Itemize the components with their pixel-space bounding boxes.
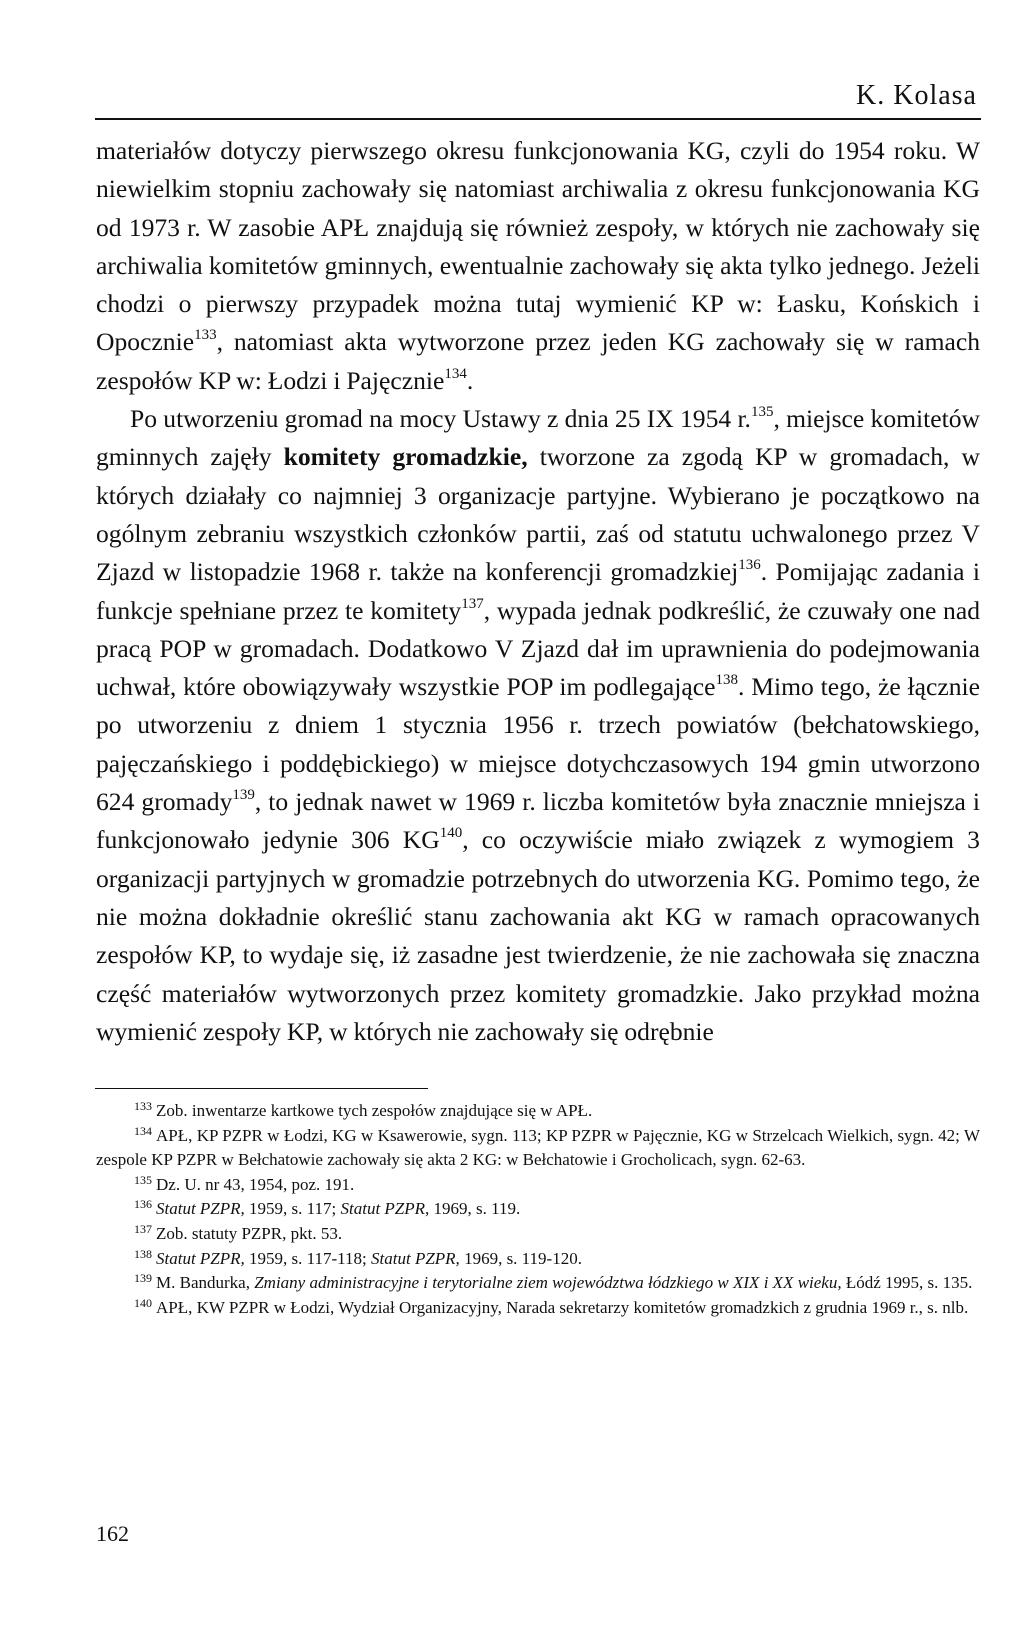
footnote-ref-133: 133 <box>194 327 217 344</box>
footnote-133 <box>96 1099 980 1124</box>
footnote-number: 138 <box>134 1246 152 1261</box>
body-text <box>96 132 980 1051</box>
footnote-text: 1969, s. 119-120. <box>459 1248 582 1268</box>
footnote-ref-140: 140 <box>439 825 463 842</box>
footnote-ref-134: 134 <box>444 365 467 382</box>
footnote-number: 134 <box>134 1123 152 1138</box>
footnote-text: APŁ, KP PZPR w Łodzi, KG w Ksawerowie, sygn. 113; KP PZPR w Pajęcznie, KG w Strzelcach Wielkich, sygn. 42; W zespole KP PZPR w Bełchatowie zachowały się akta 2 KG: w Bełchatowie i Grocholicach, sygn. 62-63. <box>96 1125 980 1170</box>
footnote-ref-138: 138 <box>715 672 738 689</box>
footnote-ref-137: 137 <box>461 595 484 612</box>
footnote-number: 137 <box>134 1221 152 1236</box>
footnote-author: M. Bandurka, <box>156 1273 250 1293</box>
footnote-title: Statut PZPR, <box>156 1199 245 1219</box>
footnote-title: Statut PZPR, <box>371 1248 460 1268</box>
text-run: Po utworzeniu gromad na mocy Ustawy z dnia 25 IX 1954 r. <box>130 404 751 434</box>
footnote-134 <box>96 1124 980 1173</box>
footnote-text: Zob. statuty PZPR, pkt. 53. <box>156 1223 343 1243</box>
paragraph-2 <box>96 400 980 1051</box>
bold-term: komitety gromadzkie, <box>283 442 528 472</box>
footnote-ref-139: 139 <box>232 787 255 804</box>
footnote-title: Statut PZPR, <box>340 1199 430 1219</box>
running-header-author: K. Kolasa <box>856 80 977 111</box>
footnote-number: 136 <box>134 1197 152 1212</box>
text-run: materiałów dotyczy pierwszego okresu funkcjonowania KG, czyli do 1954 roku. W niewielkim stopniu zachowały się natomiast archiwalia z okresu funkcjonowania KG od 1973 r. W zasobie APŁ znajdują się również zespoły, w których nie zachowały się archiwalia komitetów gminnych, ewentualnie zachowały się akta tylko jednego. Jeżeli chodzi o pierwszy przypadek można tutaj wymienić KP w: Łasku, Końskich i Opocznie <box>96 136 980 357</box>
text-run: . <box>466 365 474 395</box>
paragraph-1 <box>96 132 980 400</box>
footnote-ref-135: 135 <box>750 404 774 421</box>
footnote-number: 133 <box>134 1099 152 1113</box>
footnote-137 <box>96 1222 980 1247</box>
footnote-136 <box>96 1197 980 1222</box>
footnote-ref-136: 136 <box>738 557 761 574</box>
text-run: , wypada jednak podkreślić, że czuwały one nad pracą POP w gromadach. Dodatkowo V Zjazd dał im uprawnienia do podejmowania uchwał, które obowiązywały wszystkie POP im podlegające <box>96 595 980 702</box>
footnote-text: 1969, s. 119. <box>429 1199 521 1219</box>
page-number: 162 <box>96 1521 129 1546</box>
text-run: tworzone za zgodą KP w gromadach, w których działały co najmniej 3 organizacje partyjne. Wybierano je początkowo na ogólnym zebraniu wszystkich członków partii, zaś od statutu uchwalonego przez V Zjazd w listopadzie 1968 r. także na konferencji gromadzkiej <box>96 442 980 587</box>
text-run: , miejsce komitetów gminnych zajęły <box>96 404 980 472</box>
footnote-text: Łódź 1995, s. 135. <box>841 1273 973 1293</box>
footnote-number: 135 <box>134 1172 152 1187</box>
footnote-text: 1959, s. 117; <box>244 1199 341 1219</box>
footnote-text: APŁ, KW PZPR w Łodzi, Wydział Organizacyjny, Narada sekretarzy komitetów gromadzkich z grudnia 1969 r., s. nlb. <box>156 1297 969 1317</box>
text-run: . Mimo tego, że łącznie po utworzeniu z dniem 1 stycznia 1956 r. trzech powiatów (bełchatowskiego, pajęczańskiego i poddębickiego) w miejsce dotychczasowych 194 gmin utworzono 624 gromady <box>96 672 980 817</box>
footnote-text: 1959, s. 117-118; <box>244 1248 372 1268</box>
footnote-138 <box>96 1247 980 1272</box>
header-rule <box>95 118 981 120</box>
footnote-rule <box>95 1088 428 1089</box>
text-run: , to jednak nawet w 1969 r. liczba komitetów była znacznie mniejsza i funkcjonowało jedynie 306 KG <box>96 787 981 855</box>
footnote-number: 139 <box>134 1271 152 1286</box>
footnote-140 <box>96 1296 980 1321</box>
footnote-text: Zob. inwentarze kartkowe tych zespołów znajdujące się w APŁ. <box>156 1101 593 1120</box>
footnote-135 <box>96 1173 980 1198</box>
footnote-text: Dz. U. nr 43, 1954, poz. 191. <box>156 1174 355 1194</box>
footnotes <box>96 1099 980 1320</box>
footnote-title: Statut PZPR, <box>156 1248 245 1268</box>
text-run: , co oczywiście miało związek z wymogiem 3 organizacji partyjnych w gromadzie potrzebnych do utworzenia KG. Pomimo tego, że nie można dokładnie określić stanu zachowania akt KG w ramach opracowanych zespołów KP, to wydaje się, iż zasadne jest twierdzenie, że nie zachowała się znaczna część materiałów wytworzonych przez komitety gromadzkie. Jako przykład można wymienić zespoły KP, w których nie zachowały się odrębnie <box>96 825 980 1046</box>
footnote-139 <box>96 1271 980 1296</box>
text-run: , natomiast akta wytworzone przez jeden KG zachowały się w ramach zespołów KP w: Łodzi i Pajęcznie <box>96 327 980 395</box>
footnote-title: Zmiany administracyjne i terytorialne ziem województwa łódzkiego w XIX i XX wieku, <box>249 1273 842 1293</box>
text-run: . Pomijając zadania i funkcje spełniane przez te komitety <box>96 557 980 625</box>
footnote-number: 140 <box>134 1295 152 1310</box>
